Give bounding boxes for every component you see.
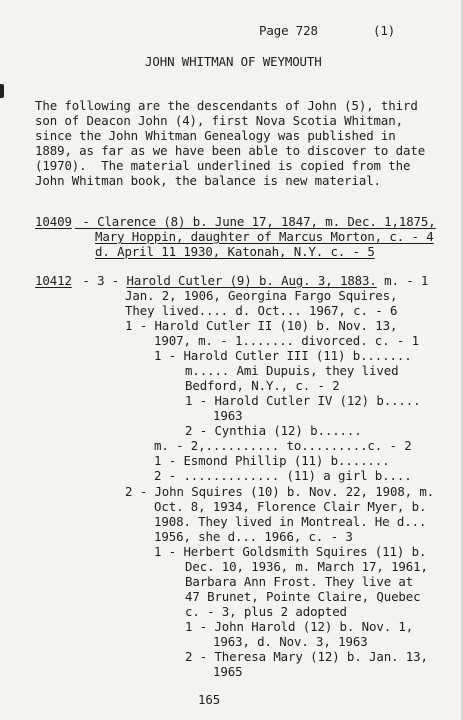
entry-line: 47 Brunet, Pointe Claire, Quebec [185, 589, 421, 604]
entry-line: 1 - Herbert Goldsmith Squires (11) b. [154, 544, 427, 559]
entry-line: 1908. They lived in Montreal. He d... [154, 514, 427, 529]
intro-line: (1970). The material underlined is copied from the [35, 158, 411, 173]
intro-line: John Whitman book, the balance is new material. [35, 173, 381, 188]
entry-line: Barbara Ann Frost. They live at [185, 574, 414, 589]
intro-line: The following are the descendants of John (5), third [35, 98, 418, 113]
entry-underlined: Harold Cutler (9) b. Aug. 3, 1883. [126, 273, 377, 288]
entry-line: 1 - Esmond Phillip (11) b....... [154, 453, 390, 468]
entry-number: 10409 [35, 214, 72, 229]
page-title: JOHN WHITMAN OF WEYMOUTH [145, 54, 322, 69]
entry-line: Dec. 10, 1936, m. March 17, 1961, [185, 559, 428, 574]
intro-line: since the John Whitman Genealogy was published in [35, 128, 396, 143]
entry-line: - Clarence (8) b. June 17, 1847, m. Dec. 1,1875, [75, 214, 436, 229]
entry-rest: m. - 1 [376, 273, 429, 288]
entry-line: Mary Hoppin, daughter of Marcus Morton, c. - 4 [95, 229, 434, 244]
part-label: (1) [373, 23, 396, 38]
entry-line: Oct. 8, 1934, Florence Clair Myer, b. [154, 499, 427, 514]
entry-line: 2 - Cynthia (12) b...... [185, 423, 362, 438]
entry-line: Jan. 2, 1906, Georgina Fargo Squires, [125, 288, 398, 303]
margin-mark [0, 84, 4, 98]
intro-line: son of Deacon John (4), first Nova Scotia Whitman, [35, 113, 403, 128]
entry-line: c. - 3, plus 2 adopted [185, 604, 347, 619]
entry-line: 1 - Harold Cutler III (11) b....... [154, 348, 412, 363]
entry-line: 1 - Harold Cutler IV (12) b..... [185, 393, 421, 408]
page-number: 165 [198, 692, 221, 707]
entry-line: 1 - John Harold (12) b. Nov. 1, [185, 619, 414, 634]
entry-prefix: - 3 - [75, 273, 127, 288]
entry-line [75, 273, 428, 288]
entry-line: 2 - Theresa Mary (12) b. Jan. 13, [185, 649, 428, 664]
page-label: Page 728 [259, 23, 318, 38]
entry-line: Bedford, N.Y., c. - 2 [185, 378, 340, 393]
entry-line: 2 - John Squires (10) b. Nov. 22, 1908, m. [125, 484, 435, 499]
entry-line: 1963, d. Nov. 3, 1963 [213, 634, 368, 649]
entry-number: 10412 [35, 273, 72, 288]
entry-line: 1956, she d... 1966, c. - 3 [154, 529, 353, 544]
entry-line: 1 - Harold Cutler II (10) b. Nov. 13, [125, 318, 398, 333]
entry-line: 1965 [213, 664, 243, 679]
entry-line: 2 - ............. (11) a girl b.... [154, 468, 412, 483]
intro-line: 1889, as far as we have been able to discover to date [35, 143, 426, 158]
entry-line: m..... Ami Dupuis, they lived [185, 363, 399, 378]
entry-line: They lived.... d. Oct... 1967, c. - 6 [125, 303, 398, 318]
entry-line: 1907, m. - 1....... divorced. c. - 1 [154, 333, 419, 348]
entry-line: 1963 [213, 408, 243, 423]
entry-line: m. - 2,.......... to.........c. - 2 [154, 438, 412, 453]
entry-line: d. April 11 1930, Katonah, N.Y. c. - 5 [95, 244, 375, 259]
